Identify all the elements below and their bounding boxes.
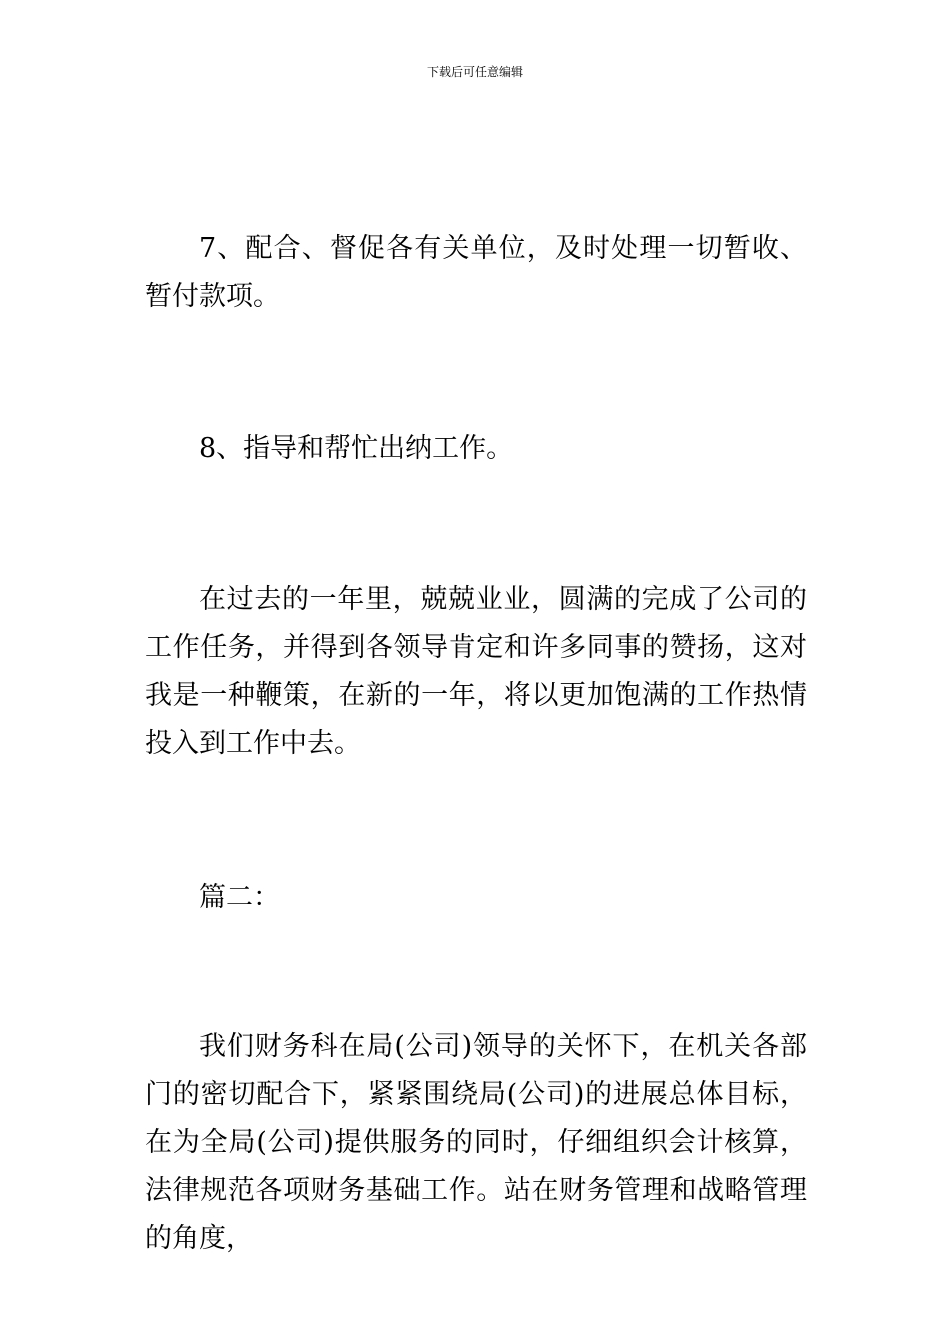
paragraph-item-8: 8、指导和帮忙出纳工作。: [199, 433, 514, 464]
paragraph-item-7: 7、配合、督促各有关单位，及时处理一切暂收、暂付款项。: [145, 233, 807, 312]
paragraph-section-two: 我们财务科在局(公司)领导的关怀下，在机关各部门的密切配合下，紧紧围绕局(公司)的进展总体目标，在为全局(公司)提供服务的同时，仔细组织会计核算，法律规范各项财务基础工作。站在财务管理和战略管理的角度，: [145, 1031, 807, 1254]
page-header: 下载后可任意编辑: [426, 65, 523, 79]
section-heading: 篇二：: [199, 882, 280, 913]
paragraph-summary: 在过去的一年里，兢兢业业，圆满的完成了公司的工作任务，并得到各领导肯定和许多同事的赞扬，这对我是一种鞭策，在新的一年，将以更加饱满的工作热情投入到工作中去。: [145, 584, 807, 759]
